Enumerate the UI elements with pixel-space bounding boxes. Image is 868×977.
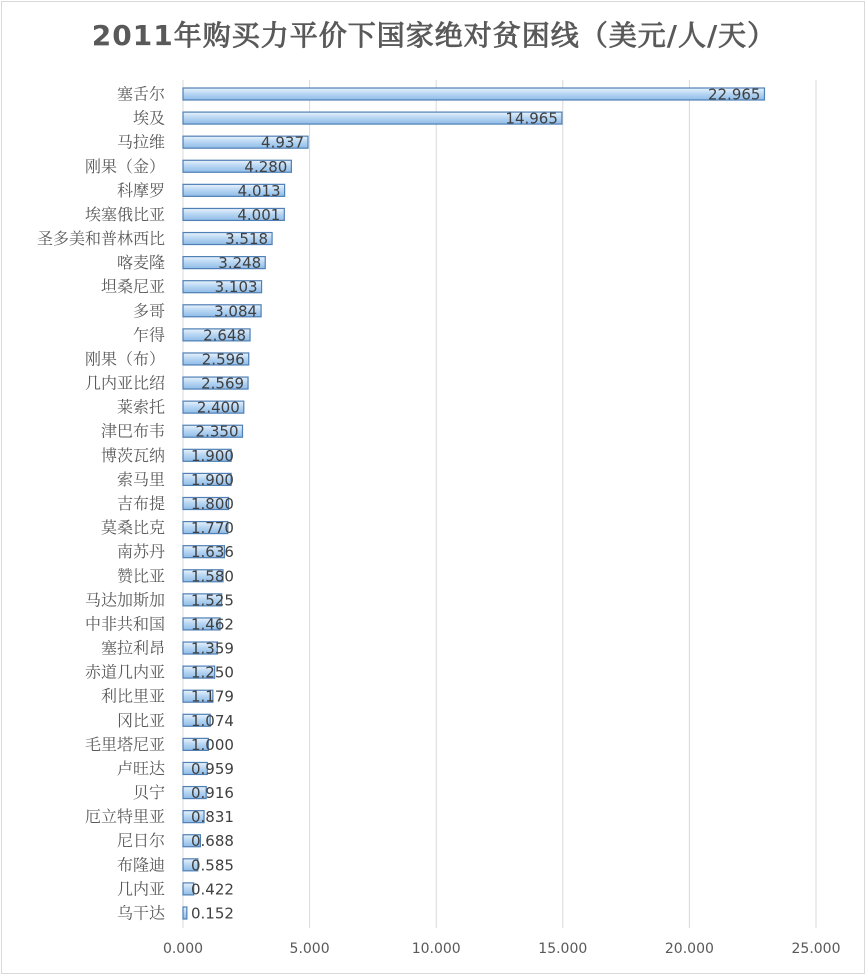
category-label: 埃及: [132, 108, 165, 128]
x-tick-label: 25.000: [791, 941, 841, 957]
data-label: 2.400: [196, 398, 240, 417]
data-label: 2.569: [201, 374, 245, 393]
category-label: 毛里塔尼亚: [84, 734, 165, 754]
category-label: 赤道几内亚: [84, 662, 165, 682]
category-label: 乌干达: [116, 903, 165, 923]
category-label: 埃塞俄比亚: [84, 204, 165, 224]
data-label: 3.248: [218, 254, 262, 273]
category-label: 冈比亚: [116, 710, 165, 730]
data-labels: [191, 86, 760, 923]
data-label: 1.359: [191, 639, 234, 658]
category-label: 圣多美和普林西比: [36, 229, 165, 249]
category-label: 莫桑比克: [100, 518, 165, 538]
category-label: 赞比亚: [116, 566, 165, 586]
category-label: 刚果（金）: [84, 156, 165, 176]
data-label: 3.103: [214, 278, 258, 297]
data-label: 2.648: [203, 326, 247, 345]
category-label: 塞拉利昂: [100, 638, 165, 658]
category-label: 刚果（布）: [84, 349, 165, 369]
category-label: 科摩罗: [116, 180, 165, 200]
data-label: 4.280: [244, 157, 288, 176]
x-tick-label: 5.000: [289, 941, 330, 957]
data-label: 1.636: [191, 543, 234, 562]
data-label: 1.462: [191, 615, 234, 634]
x-tick-label: 20.000: [664, 941, 714, 957]
data-label: 1.900: [191, 470, 234, 489]
bar: [183, 907, 187, 919]
category-label: 马达加斯加: [84, 590, 165, 610]
category-label: 博茨瓦纳: [100, 445, 165, 465]
category-label: 几内亚比绍: [84, 373, 165, 393]
data-label: 1.250: [191, 663, 234, 682]
bar: [183, 88, 764, 100]
category-label: 吉布提: [116, 494, 165, 513]
category-label: 厄立特里亚: [84, 807, 165, 827]
data-label: 14.965: [505, 109, 558, 128]
category-label: 津巴布韦: [100, 421, 165, 441]
data-label: 1.900: [191, 446, 234, 465]
x-tick-labels: [163, 941, 841, 957]
data-label: 22.965: [707, 85, 761, 104]
data-label: 1.580: [191, 567, 234, 586]
chart-title: 2011年购买力平价下国家绝对贫困线（美元/人/天）: [91, 19, 777, 52]
data-label: 4.937: [261, 133, 305, 152]
data-label: 4.013: [237, 181, 281, 200]
data-label: 0.422: [191, 880, 234, 899]
data-label: 2.350: [195, 422, 239, 441]
data-label: 1.525: [191, 591, 234, 610]
category-label: 卢旺达: [116, 758, 165, 778]
category-label: 多哥: [132, 301, 165, 321]
data-label: 0.916: [191, 784, 234, 803]
category-label: 贝宁: [132, 783, 165, 803]
category-label: 索马里: [116, 469, 165, 489]
category-label: 莱索托: [116, 397, 165, 417]
category-label: 中非共和国: [84, 614, 165, 634]
data-label: 3.084: [214, 302, 258, 321]
category-label: 布隆迪: [116, 855, 165, 875]
category-label: 马拉维: [116, 132, 165, 152]
data-label: 2.596: [201, 350, 245, 369]
data-label: 1.074: [191, 711, 234, 730]
x-tick-label: 15.000: [538, 941, 588, 957]
category-label: 南苏丹: [116, 542, 165, 562]
data-label: 0.688: [191, 832, 234, 851]
data-label: 3.518: [225, 230, 269, 249]
category-label: 乍得: [132, 325, 165, 345]
data-label: 4.001: [237, 205, 281, 224]
category-label: 坦桑尼亚: [100, 277, 165, 297]
data-label: 0.959: [191, 759, 234, 778]
data-label: 1.770: [191, 519, 234, 538]
category-label: 几内亚: [116, 879, 165, 899]
x-tick-label: 10.000: [411, 941, 461, 957]
x-tick-label: 0.000: [162, 941, 204, 957]
category-label: 塞舌尔: [116, 84, 165, 104]
data-label: 1.800: [191, 495, 234, 513]
data-label: 0.585: [191, 856, 234, 875]
category-labels: [37, 85, 165, 923]
data-label: 1.179: [191, 687, 234, 706]
data-label: 0.152: [191, 904, 234, 923]
category-label: 喀麦隆: [116, 253, 165, 273]
data-label: 1.000: [191, 735, 234, 754]
category-label: 尼日尔: [116, 831, 165, 851]
category-label: 利比里亚: [100, 686, 165, 706]
data-label: 0.831: [191, 808, 234, 827]
